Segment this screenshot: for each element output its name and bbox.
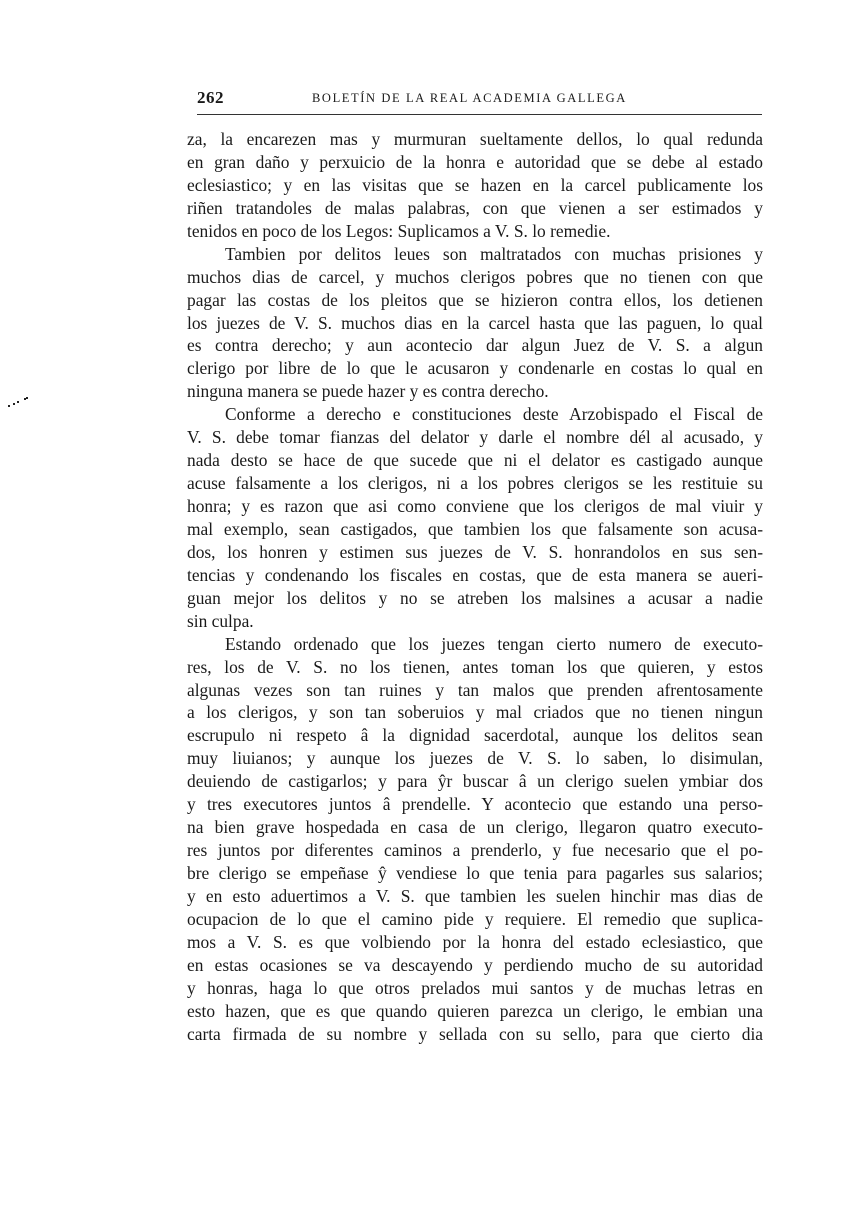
text-line: pagar las costas de los pleitos que se hizieron contra ellos, los detienen bbox=[187, 289, 763, 310]
text-line: clerigo por libre de lo que le acusaron y condenarle en costas lo qual en bbox=[187, 358, 763, 379]
text-line: y honras, haga lo que otros prelados mui santos y de muchas letras en bbox=[187, 977, 763, 998]
text-line: los juezes de V. S. muchos dias en la carcel hasta que las paguen, lo qual bbox=[187, 312, 763, 333]
header-rule bbox=[197, 114, 762, 115]
text-line: guan mejor los delitos y no se atreben los malsines a acusar a nadie bbox=[187, 587, 763, 608]
text-line: res, los de V. S. no los tienen, antes toman los que quieren, y estos bbox=[187, 656, 763, 677]
text-line: V. S. debe tomar fianzas del delator y darle el nombre dél al acusado, y bbox=[187, 427, 763, 448]
text-line: en gran daño y perxuicio de la honra e autoridad que se debe al estado bbox=[187, 151, 763, 172]
text-line: y en esto aduertimos a V. S. que tambien les suelen hinchir mas dias de bbox=[187, 885, 763, 906]
text-line: Estando ordenado que los juezes tengan cierto numero de executo- bbox=[225, 633, 763, 654]
text-line: res juntos por diferentes caminos a prenderlo, y fue necesario que el po- bbox=[187, 840, 763, 861]
text-line: a los clerigos, y son tan soberuios y mal criados que no tienen ningun bbox=[187, 702, 763, 723]
text-line: riñen tratandoles de malas palabras, con que vienen a ser estimados y bbox=[187, 197, 763, 218]
text-line: carta firmada de su nombre y sellada con su sello, para que cierto dia bbox=[187, 1023, 763, 1044]
running-header bbox=[197, 88, 762, 110]
text-line: mal exemplo, sean castigados, que tambien los que falsamente son acusa- bbox=[187, 518, 763, 539]
page-number: 262 bbox=[197, 88, 224, 107]
text-line: y tres executores juntos â prendelle. Y acontecio que estando una perso- bbox=[187, 794, 763, 815]
margin-specks bbox=[8, 395, 30, 409]
text-line: es contra derecho; y aun acontecio dar algun Juez de V. S. a algun bbox=[187, 335, 763, 356]
text-line: mos a V. S. es que volbiendo por la honra del estado eclesiastico, que bbox=[187, 931, 763, 952]
text-line: za, la encarezen mas y murmuran sueltamente dellos, lo qual redunda bbox=[187, 129, 763, 149]
text-line: algunas vezes son tan ruines y tan malos que prenden afrentosamente bbox=[187, 679, 763, 700]
text-line: ocupacion de lo que el camino pide y requiere. El remedio que suplica- bbox=[187, 908, 763, 929]
text-line: dos, los honren y estimen sus juezes de V. S. honrandolos en sus sen- bbox=[187, 541, 763, 562]
text-line: honra; y es razon que asi como conviene que los clerigos de mal viuir y bbox=[187, 496, 763, 516]
text-line: eclesiastico; y en las visitas que se hazen en la carcel publicamente los bbox=[187, 174, 763, 195]
text-line: muy liuianos; y aunque los juezes de V. S. lo saben, lo disimulan, bbox=[187, 748, 763, 769]
text-line: na bien grave hospedada en casa de un clerigo, llegaron quatro executo- bbox=[187, 817, 763, 838]
text-line: deuiendo de castigarlos; y para ŷr buscar â un clerigo suelen ymbiar dos bbox=[187, 771, 763, 792]
text-line: esto hazen, que es que quando quieren parezca un clerigo, le embian una bbox=[187, 1000, 763, 1021]
text-line: muchos dias de carcel, y muchos clerigos pobres que no tienen con que bbox=[187, 266, 763, 287]
text-line: bre clerigo se empeñase ŷ vendiese lo que tenia para pagarles sus salarios; bbox=[187, 863, 763, 883]
text-line: escrupulo ni respeto â la dignidad sacerdotal, aunque los delitos sean bbox=[187, 725, 763, 746]
running-title: BOLETÍN DE LA REAL ACADEMIA GALLEGA bbox=[312, 91, 627, 105]
text-line: tencias y condenando los fiscales en costas, que de esta manera se aueri- bbox=[187, 564, 763, 585]
text-line: acuse falsamente a los clerigos, ni a los pobres clerigos se les restituie su bbox=[187, 473, 763, 494]
body-text bbox=[187, 128, 763, 1046]
text-line: en estas ocasiones se va descayendo y perdiendo mucho de su autoridad bbox=[187, 954, 763, 975]
text-line: sin culpa. bbox=[187, 610, 254, 631]
text-line: ninguna manera se puede hazer y es contra derecho. bbox=[187, 381, 549, 402]
text-line: Conforme a derecho e constituciones deste Arzobispado el Fiscal de bbox=[225, 404, 763, 425]
text-line: Tambien por delitos leues son maltratados con muchas prisiones y bbox=[225, 243, 763, 264]
text-line: nada desto se hace de que sucede que ni el delator es castigado aunque bbox=[187, 450, 763, 471]
text-line: tenidos en poco de los Legos: Suplicamos a V. S. lo remedie. bbox=[187, 220, 611, 241]
